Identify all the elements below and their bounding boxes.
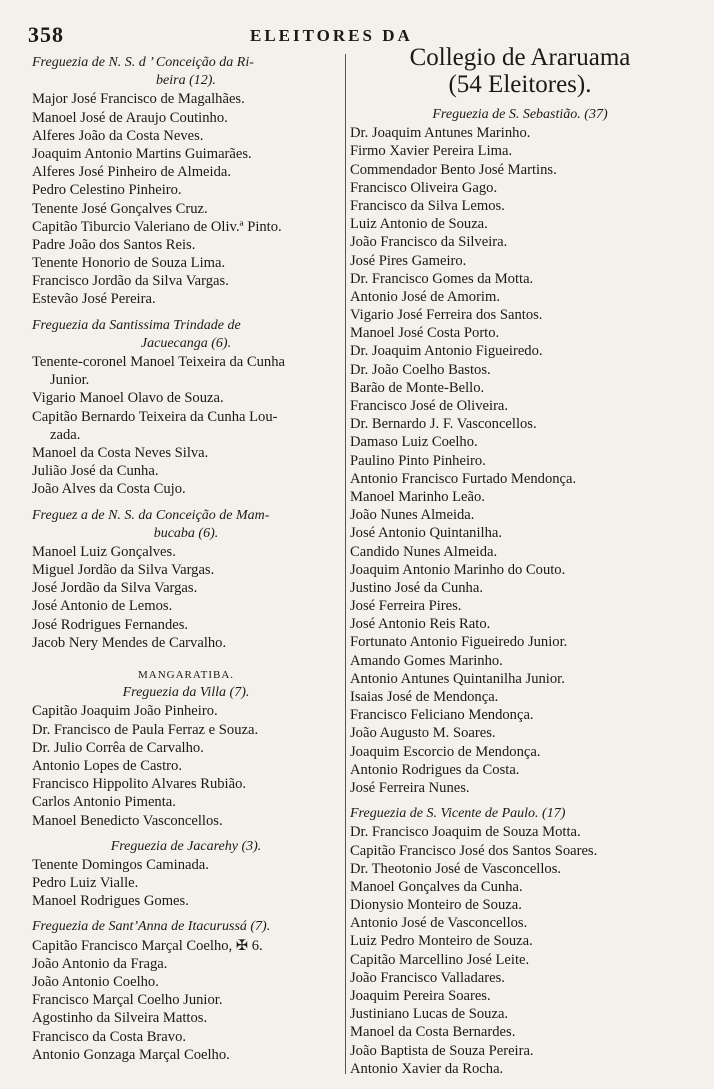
parish-title: Freguezia de Sant’Anna de Itacurussá (7). <box>32 919 271 935</box>
elector-name: João Francisco Valladares. <box>350 969 505 986</box>
elector-name: João Nunes Almeida. <box>350 507 475 524</box>
elector-name: Dr. Theotonio José de Vasconcellos. <box>350 860 562 877</box>
elector-name: Antonio Francisco Furtado Mendonça. <box>350 470 577 487</box>
elector-name: Julião José da Cunha. <box>32 463 159 480</box>
elector-name: João Alves da Costa Cujo. <box>32 481 186 498</box>
elector-list <box>32 856 340 911</box>
parish-title: Freguezia da Santissima Trindade de <box>32 317 241 333</box>
elector-list <box>350 124 690 797</box>
elector-name: Vigario Manoel Olavo de Souza. <box>32 390 224 407</box>
elector-name: Padre João dos Santos Reis. <box>32 236 196 253</box>
elector-list <box>32 90 340 308</box>
elector-name: Isaias José de Mendonça. <box>350 689 499 705</box>
left-column <box>32 54 340 1064</box>
municipality-heading: MANGARATIBA. <box>137 669 235 681</box>
elector-name: Major José Francisco de Magalhães. <box>32 91 245 108</box>
parish-title: Freguezia de N. S. d ’ Conceição da Ri- <box>32 55 254 70</box>
elector-name: Joaquim Antonio Martins Guimarães. <box>32 145 252 162</box>
elector-name: Estevão José Pereira. <box>32 291 156 308</box>
elector-name: José Antonio Quintanilha. <box>350 525 503 542</box>
elector-name: Tenente José Gonçalves Cruz. <box>32 200 208 217</box>
elector-name: José Jordão da Silva Vargas. <box>32 580 198 597</box>
elector-name: Manoel Gonçalves da Cunha. <box>350 878 523 895</box>
parish-title-cont: beira (12). <box>156 73 216 89</box>
elector-name: Manoel Benedicto Vasconcellos. <box>32 812 223 829</box>
elector-name: Francisco Hippolito Alvares Rubião. <box>32 776 247 793</box>
elector-name: Dr. João Coelho Bastos. <box>350 361 491 378</box>
column-divider <box>345 54 346 1074</box>
elector-name: Francisco da Costa Bravo. <box>32 1028 187 1045</box>
elector-name: Justino José da Cunha. <box>350 579 483 596</box>
elector-name: Firmo Xavier Pereira Lima. <box>350 143 513 160</box>
elector-name: Dr. Joaquim Antonio Figueiredo. <box>350 343 543 360</box>
parish-title: Freguezia de S. Sebastião. (37) <box>432 107 608 122</box>
elector-name: Capitão Francisco Marçal Coelho, ✠ 6. <box>32 937 263 954</box>
elector-name: Manoel Luiz Gonçalves. <box>32 543 176 560</box>
elector-name: Amando Gomes Marinho. <box>350 652 503 669</box>
elector-name: Vigario José Ferreira dos Santos. <box>350 307 543 324</box>
elector-list <box>32 702 340 829</box>
elector-name: Paulino Pinto Pinheiro. <box>350 452 486 469</box>
elector-name: José Antonio de Lemos. <box>32 598 173 615</box>
right-column <box>350 44 690 1078</box>
elector-name: Capitão Tiburcio Valeriano de Oliv.ª Pinto. <box>32 218 282 235</box>
elector-name: Joaquim Antonio Marinho do Couto. <box>350 561 566 578</box>
elector-name: Jacob Nery Mendes de Carvalho. <box>32 634 227 651</box>
elector-name: José Ferreira Pires. <box>350 598 462 615</box>
elector-name: Barão de Monte-Bello. <box>350 379 485 396</box>
elector-name: Agostinho da Silveira Mattos. <box>32 1010 208 1027</box>
elector-name: Pedro Celestino Pinheiro. <box>32 182 182 199</box>
elector-name: Dr. Julio Corrêa de Carvalho. <box>32 739 204 756</box>
elector-name: João Augusto M. Soares. <box>350 725 496 742</box>
running-head: ELEITORES DA <box>250 26 413 45</box>
elector-name: zada. <box>50 426 81 443</box>
elector-list <box>350 823 690 1078</box>
elector-name: Manoel da Costa Bernardes. <box>350 1024 516 1041</box>
elector-name: Tenente Domingos Caminada. <box>32 856 209 873</box>
elector-name: Joaquim Pereira Soares. <box>350 988 491 1004</box>
elector-name: Capitão Bernardo Teixeira da Cunha Lou- <box>32 408 278 425</box>
elector-name: João Francisco da Silveira. <box>350 234 508 251</box>
elector-name: Francisco Marçal Coelho Junior. <box>32 992 223 1009</box>
parish-title-cont: bucaba (6). <box>153 525 219 541</box>
elector-name: Joaquim Escorcio de Mendonça. <box>350 743 541 760</box>
elector-name: Capitão Joaquim João Pinheiro. <box>32 703 218 720</box>
elector-name: Antonio José de Amorim. <box>350 288 500 305</box>
elector-name: Manoel da Costa Neves Silva. <box>32 444 209 461</box>
elector-name: Fortunato Antonio Figueiredo Junior. <box>350 634 568 651</box>
elector-name: Francisco da Silva Lemos. <box>350 197 505 214</box>
elector-name: Carlos Antonio Pimenta. <box>32 794 176 811</box>
elector-name: Damaso Luiz Coelho. <box>350 434 478 451</box>
elector-name: Manoel José de Araujo Coutinho. <box>32 109 228 126</box>
elector-name: José Antonio Reis Rato. <box>350 616 491 633</box>
elector-name: Dionysio Monteiro de Souza. <box>350 897 522 914</box>
college-title: Collegio de Araruama <box>409 44 631 71</box>
elector-name: Pedro Luiz Vialle. <box>32 875 139 892</box>
elector-name: Capitão Marcellino José Leite. <box>350 951 530 968</box>
elector-name: Manoel Rodrigues Gomes. <box>32 893 189 910</box>
elector-name: João Baptista de Souza Pereira. <box>350 1042 534 1059</box>
parish-title: Freguezia de Jacarehy (3). <box>110 838 262 854</box>
elector-name: Alferes João da Costa Neves. <box>32 127 204 144</box>
elector-list <box>32 543 340 652</box>
parish-title: Freguezia da Villa (7). <box>122 685 250 701</box>
elector-name: Miguel Jordão da Silva Vargas. <box>32 562 215 579</box>
elector-name: Tenente Honorio de Souza Lima. <box>32 255 226 272</box>
elector-name: Antonio Antunes Quintanilha Junior. <box>350 670 565 687</box>
college-count: (54 Eleitores). <box>448 71 592 98</box>
elector-name: Luiz Pedro Monteiro de Souza. <box>350 933 533 950</box>
elector-name: José Ferreira Nunes. <box>350 779 470 796</box>
elector-name: José Pires Gameiro. <box>350 252 467 269</box>
elector-name: Antonio Rodrigues da Costa. <box>350 761 520 778</box>
elector-name: Dr. Joaquim Antunes Marinho. <box>350 125 531 142</box>
elector-name: Luiz Antonio de Souza. <box>350 216 488 233</box>
elector-name: Antonio Xavier da Rocha. <box>350 1060 504 1077</box>
elector-name: Francisco Feliciano Mendonça. <box>350 707 534 724</box>
elector-list <box>32 937 340 1064</box>
parish-title-cont: Jacuecanga (6). <box>140 335 232 351</box>
elector-name: Justiniano Lucas de Souza. <box>350 1006 509 1023</box>
elector-name: Manoel Marinho Leão. <box>350 488 485 505</box>
elector-name: João Antonio da Fraga. <box>32 955 168 972</box>
elector-name: Manoel José Costa Porto. <box>350 325 500 342</box>
elector-name: Candido Nunes Almeida. <box>350 543 498 560</box>
elector-name: José Rodrigues Fernandes. <box>32 616 189 633</box>
elector-name: João Antonio Coelho. <box>32 974 159 990</box>
elector-name: Francisco José de Oliveira. <box>350 398 509 414</box>
elector-name: Antonio Lopes de Castro. <box>32 757 182 774</box>
elector-name: Alferes José Pinheiro de Almeida. <box>32 164 231 181</box>
parish-title: Freguez a de N. S. da Conceição de Mam- <box>32 507 270 523</box>
page-number: 358 <box>28 22 64 47</box>
elector-name: Junior. <box>50 372 90 389</box>
elector-name: Antonio Gonzaga Marçal Coelho. <box>32 1046 230 1063</box>
elector-name: Dr. Bernardo J. F. Vasconcellos. <box>350 416 537 433</box>
elector-list <box>32 353 340 499</box>
elector-name: Francisco Jordão da Silva Vargas. <box>32 273 229 290</box>
elector-name: Capitão Francisco José dos Santos Soares. <box>350 842 598 859</box>
elector-name: Commendador Bento José Martins. <box>350 161 557 178</box>
elector-name: Dr. Francisco Gomes da Motta. <box>350 270 534 287</box>
elector-name: Francisco Oliveira Gago. <box>350 179 498 196</box>
elector-name: Antonio José de Vasconcellos. <box>350 915 528 932</box>
elector-name: Tenente-coronel Manoel Teixeira da Cunha <box>32 354 285 370</box>
elector-name: Dr. Francisco de Paula Ferraz e Souza. <box>32 721 259 738</box>
elector-name: Dr. Francisco Joaquim de Souza Motta. <box>350 824 581 841</box>
parish-title: Freguezia de S. Vicente de Paulo. (17) <box>350 806 566 822</box>
